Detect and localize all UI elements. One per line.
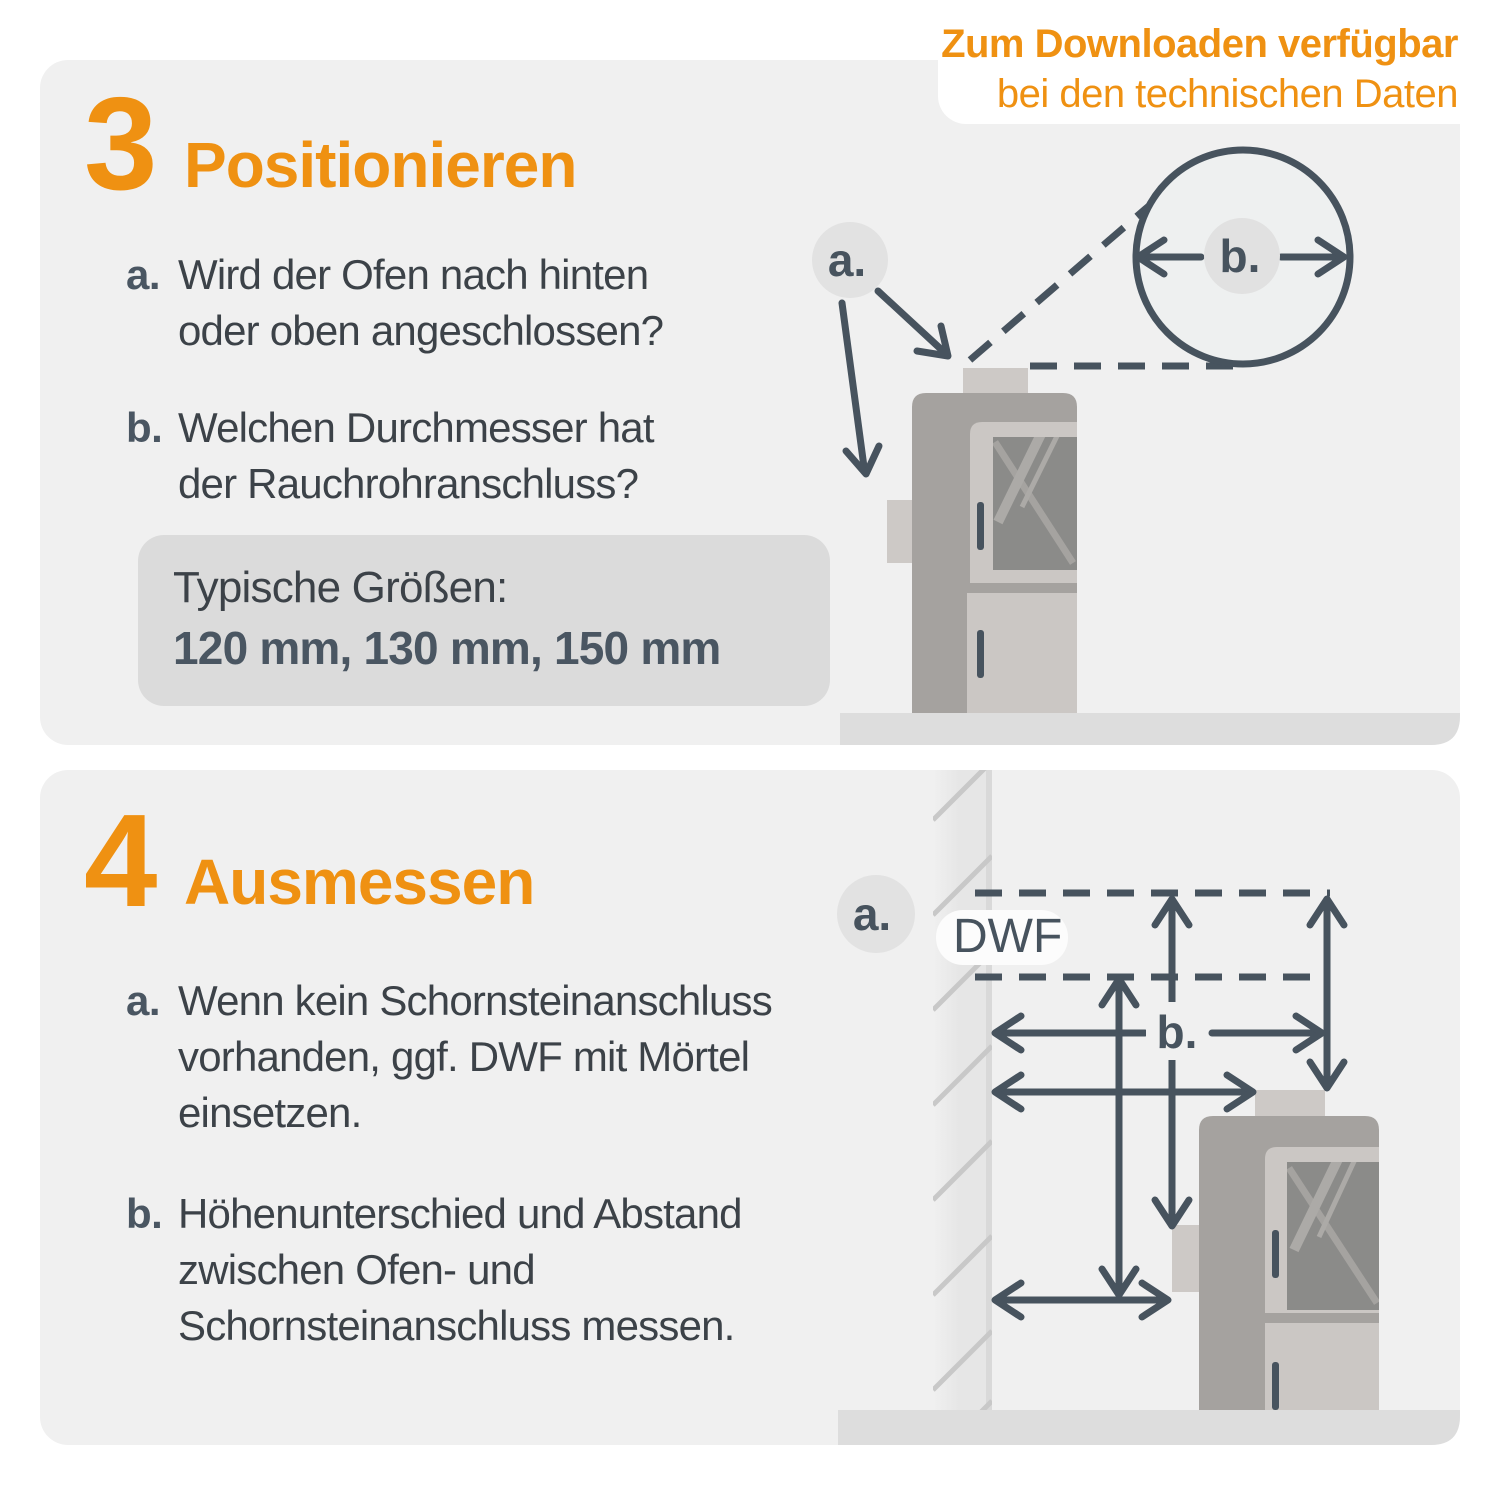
text-line: vorhanden, ggf. DWF mit Mörtel bbox=[178, 1033, 750, 1080]
zoom-leader-line bbox=[970, 205, 1150, 360]
list-item-label: b. bbox=[126, 404, 163, 451]
rear-flue-outlet bbox=[1172, 1225, 1199, 1292]
lower-door-handle bbox=[977, 630, 984, 678]
text-line: Wenn kein Schornsteinanschluss bbox=[178, 977, 772, 1024]
door-handle bbox=[1272, 1230, 1279, 1278]
callout-b-label: b. bbox=[1219, 230, 1261, 282]
step-number: 4 bbox=[84, 787, 156, 934]
callout-arrow-rear-connection bbox=[842, 303, 864, 467]
text-line: Wird der Ofen nach hinten bbox=[178, 251, 649, 298]
list-item-text bbox=[178, 247, 663, 359]
text-line: Schornsteinanschluss messen. bbox=[178, 1302, 735, 1349]
callout-a-label: a. bbox=[827, 234, 867, 286]
list-item-text bbox=[178, 400, 654, 512]
measuring-illustration-ausmessen bbox=[837, 761, 1460, 1460]
list-item-text bbox=[178, 1186, 742, 1354]
zoom-circle-diameter bbox=[1136, 150, 1350, 364]
dwf-label: DWF bbox=[953, 910, 1063, 963]
download-note bbox=[938, 0, 1500, 124]
list-item-text bbox=[178, 973, 772, 1141]
wall-edge bbox=[986, 770, 992, 1410]
info-box-values: 120 mm, 130 mm, 150 mm bbox=[173, 622, 721, 674]
text-line: zwischen Ofen- und bbox=[178, 1246, 535, 1293]
text-line: einsetzen. bbox=[178, 1089, 362, 1136]
callout-arrow-top-connection bbox=[878, 291, 944, 352]
step-title: Positionieren bbox=[184, 129, 577, 201]
text-line: oder oben angeschlossen? bbox=[178, 307, 664, 354]
info-box bbox=[138, 535, 830, 706]
list-item-label: b. bbox=[126, 1190, 163, 1237]
stove-illustration-positionieren bbox=[840, 368, 1460, 745]
download-note-line2: bei den technischen Daten bbox=[996, 72, 1458, 116]
floor bbox=[838, 1410, 1460, 1445]
lower-door-handle bbox=[1272, 1362, 1279, 1410]
flue-collar bbox=[963, 368, 1028, 394]
list-item-label: a. bbox=[126, 977, 161, 1024]
rear-flue-outlet bbox=[887, 500, 913, 563]
step-title: Ausmessen bbox=[184, 846, 535, 918]
callout-b-label: b. bbox=[1156, 1006, 1198, 1058]
download-note-line1: Zum Downloaden verfügbar bbox=[941, 22, 1458, 66]
flue-collar bbox=[1255, 1090, 1325, 1116]
list-item-label: a. bbox=[126, 251, 161, 298]
stove-lower-door bbox=[1265, 1323, 1379, 1410]
text-line: Welchen Durchmesser hat bbox=[178, 404, 654, 451]
floor bbox=[840, 713, 1460, 745]
door-handle bbox=[977, 502, 984, 550]
info-box-title: Typische Größen: bbox=[173, 563, 508, 612]
step-number: 3 bbox=[84, 70, 156, 217]
text-line: Höhenunterschied und Abstand bbox=[178, 1190, 742, 1237]
callout-a-label: a. bbox=[852, 888, 892, 940]
text-line: der Rauchrohranschluss? bbox=[178, 460, 639, 507]
